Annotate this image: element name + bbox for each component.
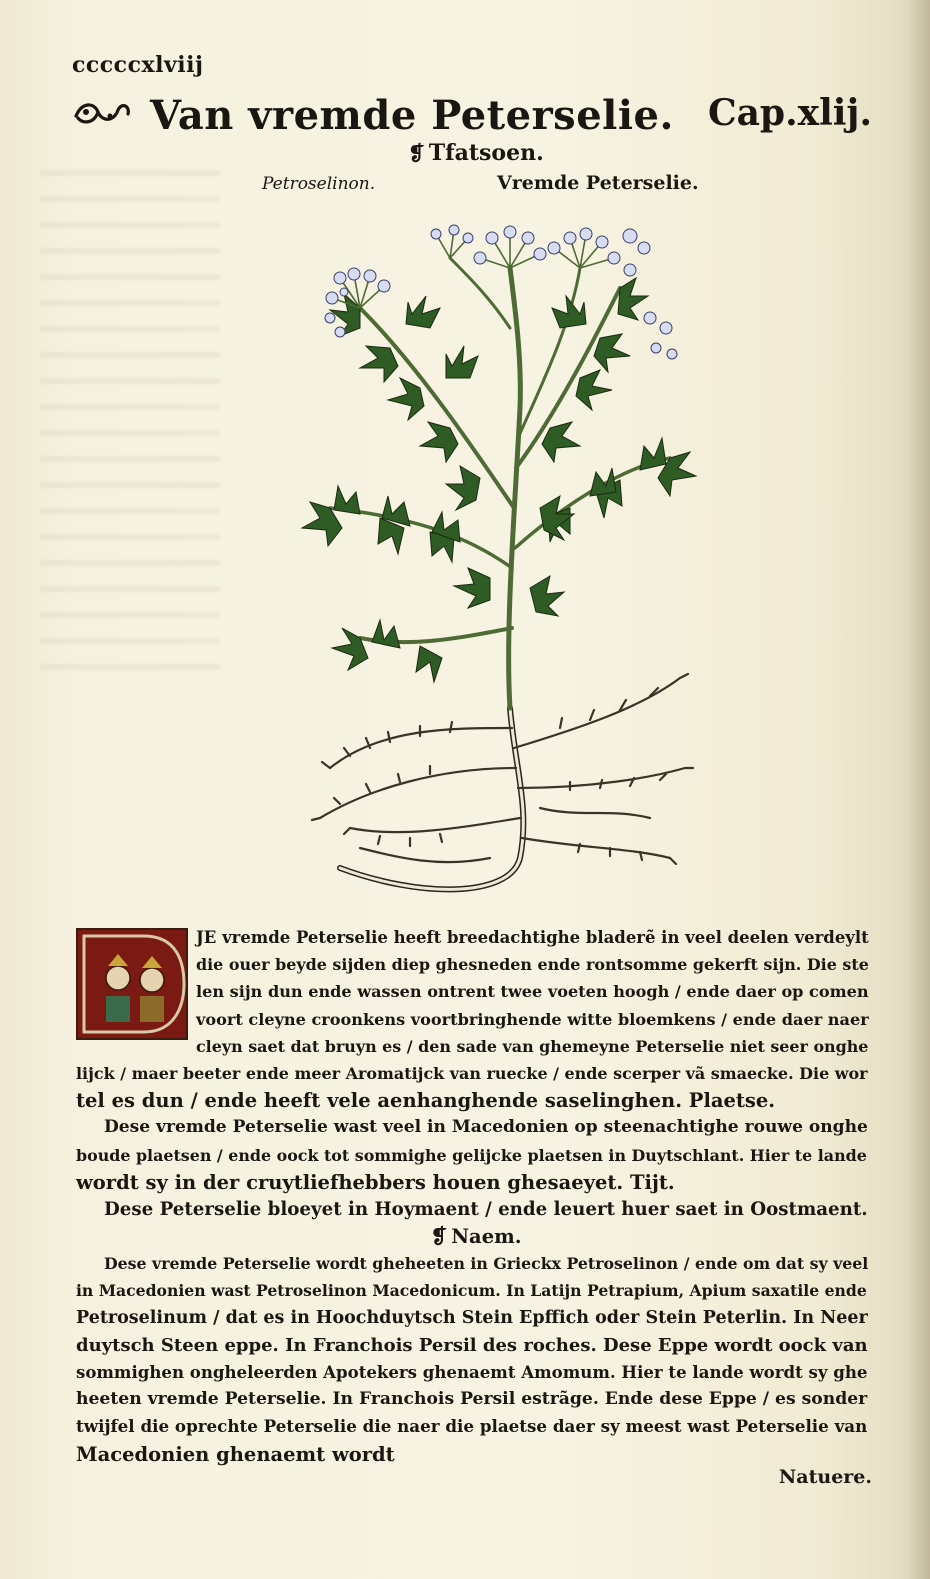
body-line: Dese vremde Peterselie wast veel in Macedonien op steenachtighe rouwe onghe [104, 1117, 868, 1138]
body-line: sommighen ongheleerden Apotekers ghenaemt Amomum. Hier te lande wordt sy ghe [76, 1362, 868, 1382]
section-heading-naem-label: Naem. [451, 1225, 522, 1249]
body-line: heeten vremde Peterselie. In Franchois Persil estrãge. Ende dese Eppe / es sonder [76, 1389, 868, 1410]
catchword: Natuere. [778, 1466, 872, 1488]
chapter-number: Cap.xlij. [707, 92, 872, 134]
caption-latin: Petroselinon. [262, 174, 376, 194]
parsley-woodcut-illustration [300, 208, 700, 918]
folio-number: cccccxlviij [72, 52, 204, 78]
body-line: len sijn dun ende wassen ontrent twee voeten hoogh / ende daer op comen [196, 982, 869, 1002]
section-heading [408, 140, 544, 166]
body-line: twijfel die oprechte Peterselie die naer die plaetse daer sy meest wast Peterselie van [76, 1416, 868, 1437]
body-line: Dese vremde Peterselie wordt gheheeten in Grieckx Petroselinon / ende om dat sy veel [104, 1254, 869, 1274]
paragraph-mark-icon: ❡ [430, 1224, 448, 1249]
body-line: lijck / maer beeter ende meer Aromatijck van ruecke / ende scerper vã smaecke. Die wor [76, 1063, 868, 1083]
root-system [312, 674, 693, 889]
body-line: Macedonien ghenaemt wordt [76, 1442, 395, 1466]
paragraph-mark-icon: ❡ [408, 141, 425, 165]
body-line: tel es dun / ende heeft vele aenhanghende saselinghen. Plaetse. [76, 1089, 776, 1113]
section-heading-label: Tfatsoen. [428, 140, 544, 166]
fleuron-icon [72, 98, 134, 128]
chapter-header [72, 88, 872, 140]
body-line: voort cleyne croonkens voortbringhende witte bloemkens / ende daer naer [196, 1009, 869, 1029]
body-line: die ouer beyde sijden diep ghesneden ende rontsomme gekerft sijn. Die ste [196, 955, 869, 975]
body-line: duytsch Steen eppe. In Franchois Persil des roches. Dese Eppe wordt oock van [76, 1334, 868, 1356]
body-line: JE vremde Peterselie heeft breedachtighe bladerẽ in veel deelen verdeylt [196, 928, 869, 947]
body-line: cleyn saet dat bruyn es / den sade van ghemeyne Peterselie niet seer onghe [196, 1036, 869, 1056]
caption-dutch: Vremde Peterselie. [497, 172, 699, 194]
leaves [302, 278, 696, 682]
section-heading-naem [76, 1223, 876, 1250]
body-line: in Macedonien wast Petroselinon Macedonicum. In Latijn Petrapium, Apium saxatile ende [76, 1281, 867, 1301]
show-through-text [40, 170, 220, 690]
body-line: Petroselinum / dat es in Hoochduytsch Stein Epffich oder Stein Peterlin. In Neer [76, 1307, 868, 1328]
body-line: Dese Peterselie bloeyet in Hoymaent / ende leuert huer saet in Oostmaent. [104, 1198, 868, 1220]
body-line: boude plaetsen / ende oock tot sommighe gelijcke plaetsen in Duytschlant. Hier te lande [76, 1145, 867, 1165]
gutter-shadow [908, 0, 930, 1579]
body-text [76, 924, 876, 1468]
body-line: wordt sy in der cruytliefhebbers houen ghesaeyet. Tijt. [76, 1170, 675, 1194]
chapter-title: Van vremde Peterselie. [150, 92, 674, 139]
